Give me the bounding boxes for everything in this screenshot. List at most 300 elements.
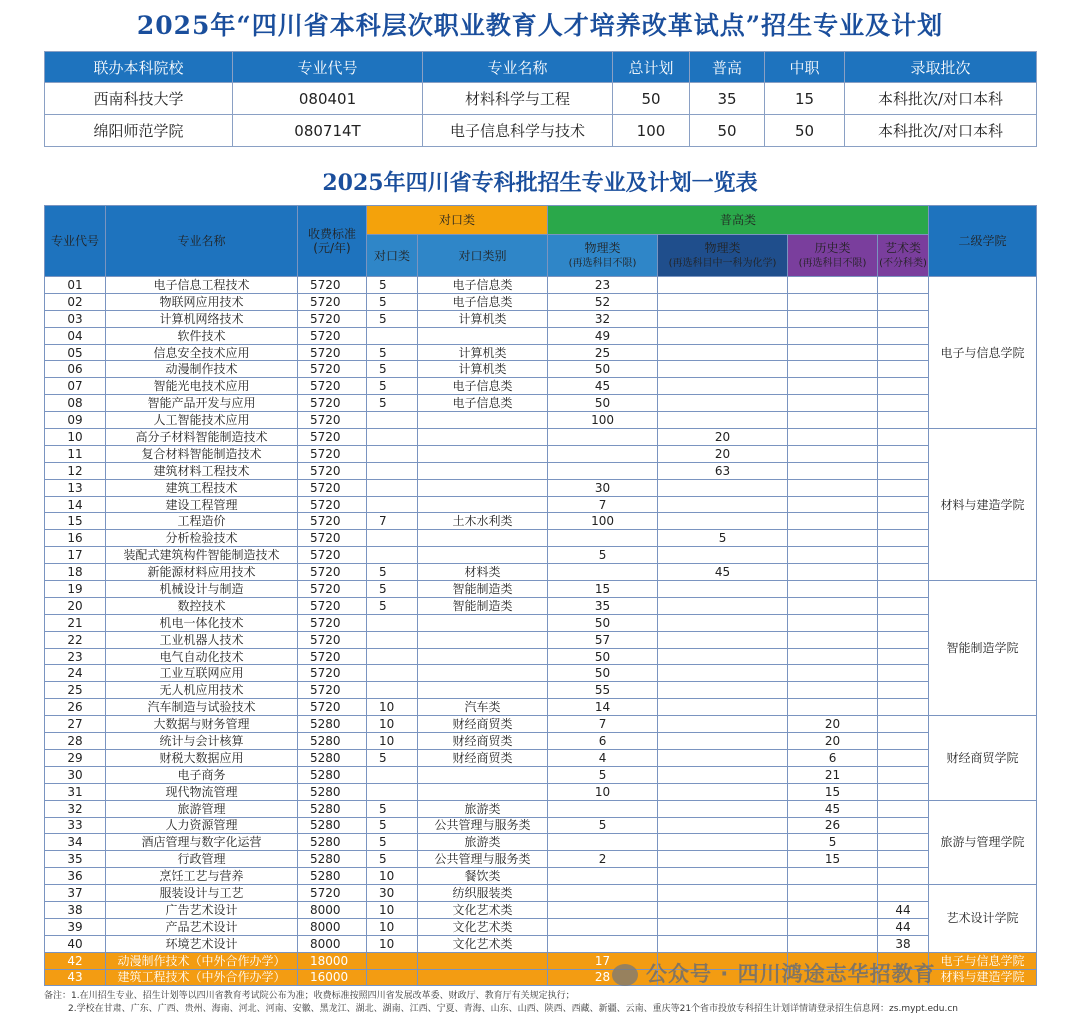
major-code: 10 [45, 429, 106, 446]
duikou-plan: 5 [367, 800, 418, 817]
history-plan [788, 344, 878, 361]
table-row [45, 699, 1037, 716]
major-code: 13 [45, 479, 106, 496]
table-row [45, 733, 1037, 750]
history-plan [788, 581, 878, 598]
duikou-plan: 5 [367, 293, 418, 310]
major-name: 建筑工程技术（中外合作办学） [106, 969, 298, 986]
table-cell: 15 [765, 83, 845, 115]
major-name: 信息安全技术应用 [106, 344, 298, 361]
fee: 16000 [298, 969, 367, 986]
duikou-category: 财经商贸类 [418, 733, 548, 750]
duikou-plan: 5 [367, 564, 418, 581]
physics-chem-plan [658, 834, 788, 851]
table-cell: 080401 [233, 83, 423, 115]
art-plan [878, 310, 929, 327]
physics-plan: 50 [548, 665, 658, 682]
major-name: 广告艺术设计 [106, 901, 298, 918]
duikou-category: 汽车类 [418, 699, 548, 716]
physics-chem-plan [658, 935, 788, 952]
duikou-plan: 5 [367, 277, 418, 294]
history-plan [788, 597, 878, 614]
major-code: 06 [45, 361, 106, 378]
history-plan: 5 [788, 834, 878, 851]
physics-chem-plan [658, 749, 788, 766]
major-name: 酒店管理与数字化运营 [106, 834, 298, 851]
duikou-category: 材料类 [418, 564, 548, 581]
physics-chem-plan [658, 378, 788, 395]
art-plan [878, 733, 929, 750]
major-code: 08 [45, 395, 106, 412]
history-plan: 21 [788, 766, 878, 783]
major-code: 02 [45, 293, 106, 310]
duikou-category: 智能制造类 [418, 597, 548, 614]
table-row [45, 817, 1037, 834]
major-name: 软件技术 [106, 327, 298, 344]
duikou-category: 纺织服装类 [418, 885, 548, 902]
fee: 8000 [298, 918, 367, 935]
physics-chem-plan: 20 [658, 445, 788, 462]
table-row [45, 834, 1037, 851]
physics-plan: 4 [548, 749, 658, 766]
duikou-plan [367, 327, 418, 344]
table-row [45, 918, 1037, 935]
duikou-category: 公共管理与服务类 [418, 851, 548, 868]
duikou-category [418, 614, 548, 631]
college-name: 旅游与管理学院 [929, 800, 1037, 884]
duikou-category [418, 682, 548, 699]
major-code: 15 [45, 513, 106, 530]
history-plan [788, 395, 878, 412]
major-name: 新能源材料应用技术 [106, 564, 298, 581]
column-header: 录取批次 [845, 52, 1037, 83]
art-plan [878, 665, 929, 682]
table-cell: 080714T [233, 115, 423, 147]
physics-chem-plan [658, 310, 788, 327]
table-row [45, 115, 1037, 147]
physics-plan: 49 [548, 327, 658, 344]
physics-chem-plan [658, 868, 788, 885]
physics-chem-plan [658, 682, 788, 699]
art-plan [878, 479, 929, 496]
history-plan [788, 445, 878, 462]
duikou-category [418, 327, 548, 344]
major-code: 05 [45, 344, 106, 361]
art-plan [878, 564, 929, 581]
duikou-category: 电子信息类 [418, 395, 548, 412]
duikou-plan [367, 969, 418, 986]
table-row [45, 901, 1037, 918]
duikou-plan: 10 [367, 699, 418, 716]
table-cell: 西南科技大学 [45, 83, 233, 115]
duikou-plan: 7 [367, 513, 418, 530]
history-plan [788, 310, 878, 327]
physics-plan: 35 [548, 597, 658, 614]
physics-chem-plan [658, 665, 788, 682]
physics-plan [548, 901, 658, 918]
college-name: 智能制造学院 [929, 581, 1037, 716]
major-name: 智能产品开发与应用 [106, 395, 298, 412]
physics-plan: 5 [548, 766, 658, 783]
art-plan [878, 530, 929, 547]
history-plan [788, 901, 878, 918]
physics-plan: 2 [548, 851, 658, 868]
duikou-category: 公共管理与服务类 [418, 817, 548, 834]
table-row [45, 429, 1037, 446]
fee: 8000 [298, 935, 367, 952]
physics-plan [548, 462, 658, 479]
duikou-plan: 5 [367, 834, 418, 851]
history-plan: 15 [788, 851, 878, 868]
major-code: 09 [45, 412, 106, 429]
physics-plan: 7 [548, 716, 658, 733]
major-name: 环境艺术设计 [106, 935, 298, 952]
table-cell: 50 [690, 115, 765, 147]
table-row [45, 749, 1037, 766]
major-name: 行政管理 [106, 851, 298, 868]
duikou-plan [367, 445, 418, 462]
table-row [45, 395, 1037, 412]
history-plan [788, 496, 878, 513]
physics-chem-plan [658, 327, 788, 344]
fee: 5720 [298, 429, 367, 446]
art-plan [878, 834, 929, 851]
note-line: 备注：1.在川招生专业、招生计划等以四川省教育考试院公布为准；收费标准按照四川省发展改革委、财政厅、教育厅有关规定执行； [44, 991, 575, 1001]
fee: 5280 [298, 834, 367, 851]
physics-chem-plan [658, 901, 788, 918]
physics-plan [548, 935, 658, 952]
major-name: 动漫制作技术（中外合作办学） [106, 952, 298, 969]
table-cell: 电子信息科学与技术 [423, 115, 613, 147]
art-plan [878, 716, 929, 733]
physics-chem-plan [658, 733, 788, 750]
major-code: 43 [45, 969, 106, 986]
major-code: 26 [45, 699, 106, 716]
physics-plan: 50 [548, 395, 658, 412]
history-plan [788, 429, 878, 446]
note-line: 2.学校在甘肃、广东、广西、贵州、海南、河北、河南、安徽、黑龙江、湖北、湖南、江西、宁夏、青海、山东、山西、陕西、西藏、新疆、云南、重庆等21个省市投放专科招生计划详情请登录招生信息网：zs.mypt.edu.cn [68, 1004, 958, 1014]
duikou-category: 电子信息类 [418, 378, 548, 395]
fee: 5720 [298, 327, 367, 344]
table-row [45, 564, 1037, 581]
physics-plan: 14 [548, 699, 658, 716]
table-row [45, 851, 1037, 868]
duikou-plan [367, 462, 418, 479]
art-plan [878, 749, 929, 766]
table-row [45, 631, 1037, 648]
physics-chem-plan [658, 597, 788, 614]
physics-plan: 6 [548, 733, 658, 750]
major-code: 04 [45, 327, 106, 344]
physics-plan: 100 [548, 412, 658, 429]
duikou-plan: 10 [367, 733, 418, 750]
table-header [45, 52, 1037, 83]
history-plan [788, 935, 878, 952]
physics-chem-plan [658, 547, 788, 564]
table-cell: 100 [613, 115, 690, 147]
duikou-plan: 10 [367, 868, 418, 885]
header-name: 专业名称 [106, 206, 298, 277]
table-row [45, 547, 1037, 564]
duikou-category: 电子信息类 [418, 293, 548, 310]
column-header: 总计划 [613, 52, 690, 83]
major-name: 机械设计与制造 [106, 581, 298, 598]
major-code: 21 [45, 614, 106, 631]
history-plan [788, 868, 878, 885]
section-title: 2025年四川省专科批招生专业及计划一览表 [322, 170, 758, 196]
history-plan [788, 648, 878, 665]
duikou-plan [367, 952, 418, 969]
physics-plan [548, 445, 658, 462]
history-plan [788, 462, 878, 479]
major-code: 14 [45, 496, 106, 513]
fee: 5720 [298, 648, 367, 665]
major-code: 18 [45, 564, 106, 581]
physics-chem-plan: 5 [658, 530, 788, 547]
duikou-category [418, 496, 548, 513]
table-row [45, 935, 1037, 952]
table-row [45, 665, 1037, 682]
art-plan [878, 614, 929, 631]
major-code: 11 [45, 445, 106, 462]
physics-chem-plan [658, 395, 788, 412]
major-code: 19 [45, 581, 106, 598]
table-row [45, 885, 1037, 902]
physics-chem-plan [658, 496, 788, 513]
duikou-category [418, 766, 548, 783]
table-row [45, 581, 1037, 598]
art-plan [878, 868, 929, 885]
college-name: 材料与建造学院 [929, 429, 1037, 581]
major-name: 工业互联网应用 [106, 665, 298, 682]
table-cell: 本科批次/对口本科 [845, 83, 1037, 115]
duikou-category [418, 783, 548, 800]
table-row [45, 479, 1037, 496]
major-name: 电气自动化技术 [106, 648, 298, 665]
duikou-plan: 5 [367, 581, 418, 598]
duikou-category [418, 952, 548, 969]
duikou-plan [367, 766, 418, 783]
history-plan [788, 665, 878, 682]
physics-chem-plan [658, 277, 788, 294]
major-code: 39 [45, 918, 106, 935]
history-plan: 26 [788, 817, 878, 834]
history-plan [788, 530, 878, 547]
table-row [45, 766, 1037, 783]
physics-chem-plan [658, 699, 788, 716]
major-name: 建设工程管理 [106, 496, 298, 513]
fee: 5720 [298, 631, 367, 648]
history-plan [788, 682, 878, 699]
duikou-plan [367, 614, 418, 631]
fee: 5280 [298, 783, 367, 800]
major-code: 35 [45, 851, 106, 868]
fee: 5720 [298, 682, 367, 699]
major-name: 旅游管理 [106, 800, 298, 817]
table-row [45, 293, 1037, 310]
major-code: 12 [45, 462, 106, 479]
duikou-category [418, 479, 548, 496]
duikou-category: 旅游类 [418, 800, 548, 817]
table-row [45, 462, 1037, 479]
physics-plan: 30 [548, 479, 658, 496]
duikou-plan [367, 479, 418, 496]
major-name: 大数据与财务管理 [106, 716, 298, 733]
fee: 5720 [298, 293, 367, 310]
table-row [45, 682, 1037, 699]
major-name: 高分子材料智能制造技术 [106, 429, 298, 446]
column-header: 联办本科院校 [45, 52, 233, 83]
physics-plan: 55 [548, 682, 658, 699]
fee: 18000 [298, 952, 367, 969]
major-code: 23 [45, 648, 106, 665]
header-yishu: 艺术类 (不分科类) [878, 235, 929, 277]
duikou-category [418, 412, 548, 429]
duikou-category [418, 429, 548, 446]
physics-plan [548, 564, 658, 581]
art-plan [878, 412, 929, 429]
major-code: 20 [45, 597, 106, 614]
art-plan [878, 327, 929, 344]
duikou-category [418, 547, 548, 564]
physics-plan: 10 [548, 783, 658, 800]
table-row [45, 800, 1037, 817]
art-plan [878, 445, 929, 462]
duikou-plan [367, 429, 418, 446]
fee: 5720 [298, 479, 367, 496]
history-plan [788, 513, 878, 530]
major-name: 电子信息工程技术 [106, 277, 298, 294]
history-plan: 15 [788, 783, 878, 800]
major-code: 33 [45, 817, 106, 834]
major-name: 分析检验技术 [106, 530, 298, 547]
physics-chem-plan [658, 631, 788, 648]
physics-chem-plan [658, 344, 788, 361]
duikou-plan [367, 682, 418, 699]
fee: 5720 [298, 344, 367, 361]
art-plan [878, 547, 929, 564]
history-plan [788, 327, 878, 344]
wechat-icon [612, 964, 638, 986]
college-name: 艺术设计学院 [929, 885, 1037, 953]
major-code: 17 [45, 547, 106, 564]
college-name: 财经商贸学院 [929, 716, 1037, 800]
physics-plan: 5 [548, 547, 658, 564]
duikou-category [418, 648, 548, 665]
major-code: 25 [45, 682, 106, 699]
duikou-plan: 10 [367, 716, 418, 733]
duikou-category [418, 462, 548, 479]
column-header: 专业名称 [423, 52, 613, 83]
physics-chem-plan: 20 [658, 429, 788, 446]
table-cell: 本科批次/对口本科 [845, 115, 1037, 147]
major-name: 复合材料智能制造技术 [106, 445, 298, 462]
physics-chem-plan [658, 614, 788, 631]
physics-plan: 25 [548, 344, 658, 361]
art-plan [878, 800, 929, 817]
table-row [45, 597, 1037, 614]
physics-plan [548, 885, 658, 902]
physics-plan: 17 [548, 952, 658, 969]
art-plan [878, 783, 929, 800]
duikou-category: 智能制造类 [418, 581, 548, 598]
duikou-category: 计算机类 [418, 310, 548, 327]
history-plan [788, 479, 878, 496]
fee: 5720 [298, 361, 367, 378]
physics-plan [548, 868, 658, 885]
major-name: 人力资源管理 [106, 817, 298, 834]
table-row [45, 716, 1037, 733]
table-row [45, 496, 1037, 513]
column-header: 普高 [690, 52, 765, 83]
physics-plan: 7 [548, 496, 658, 513]
major-name: 数控技术 [106, 597, 298, 614]
duikou-plan [367, 631, 418, 648]
page-title: 2025年“四川省本科层次职业教育人才培养改革试点”招生专业及计划 [136, 11, 944, 40]
history-plan [788, 564, 878, 581]
fee: 5280 [298, 733, 367, 750]
duikou-plan [367, 665, 418, 682]
major-code: 30 [45, 766, 106, 783]
major-name: 烹饪工艺与营养 [106, 868, 298, 885]
art-plan: 44 [878, 901, 929, 918]
duikou-plan: 5 [367, 378, 418, 395]
undergrad-pilot-table [44, 51, 1037, 147]
history-plan [788, 885, 878, 902]
history-plan: 20 [788, 716, 878, 733]
duikou-plan: 5 [367, 851, 418, 868]
major-code: 38 [45, 901, 106, 918]
duikou-plan: 10 [367, 901, 418, 918]
physics-plan: 100 [548, 513, 658, 530]
table-row [45, 310, 1037, 327]
art-plan [878, 277, 929, 294]
major-name: 工程造价 [106, 513, 298, 530]
major-name: 财税大数据应用 [106, 749, 298, 766]
fee: 5280 [298, 800, 367, 817]
major-name: 统计与会计核算 [106, 733, 298, 750]
physics-chem-plan [658, 361, 788, 378]
major-code: 01 [45, 277, 106, 294]
fee: 5720 [298, 445, 367, 462]
physics-chem-plan [658, 783, 788, 800]
header-college: 二级学院 [929, 206, 1037, 277]
fee: 5720 [298, 310, 367, 327]
fee: 5720 [298, 665, 367, 682]
art-plan [878, 631, 929, 648]
duikou-category [418, 969, 548, 986]
fee: 5720 [298, 530, 367, 547]
history-plan [788, 277, 878, 294]
history-plan: 6 [788, 749, 878, 766]
physics-plan [548, 530, 658, 547]
header-pugao: 普高类 [548, 206, 929, 235]
art-plan [878, 648, 929, 665]
physics-plan: 32 [548, 310, 658, 327]
duikou-plan: 10 [367, 935, 418, 952]
duikou-plan: 5 [367, 597, 418, 614]
fee: 5280 [298, 766, 367, 783]
duikou-plan [367, 496, 418, 513]
art-plan: 38 [878, 935, 929, 952]
table-row [45, 361, 1037, 378]
fee: 5280 [298, 851, 367, 868]
fee: 5720 [298, 614, 367, 631]
table-row [45, 783, 1037, 800]
college-name: 电子与信息学院 [929, 277, 1037, 429]
fee: 5720 [298, 378, 367, 395]
duikou-plan: 5 [367, 344, 418, 361]
